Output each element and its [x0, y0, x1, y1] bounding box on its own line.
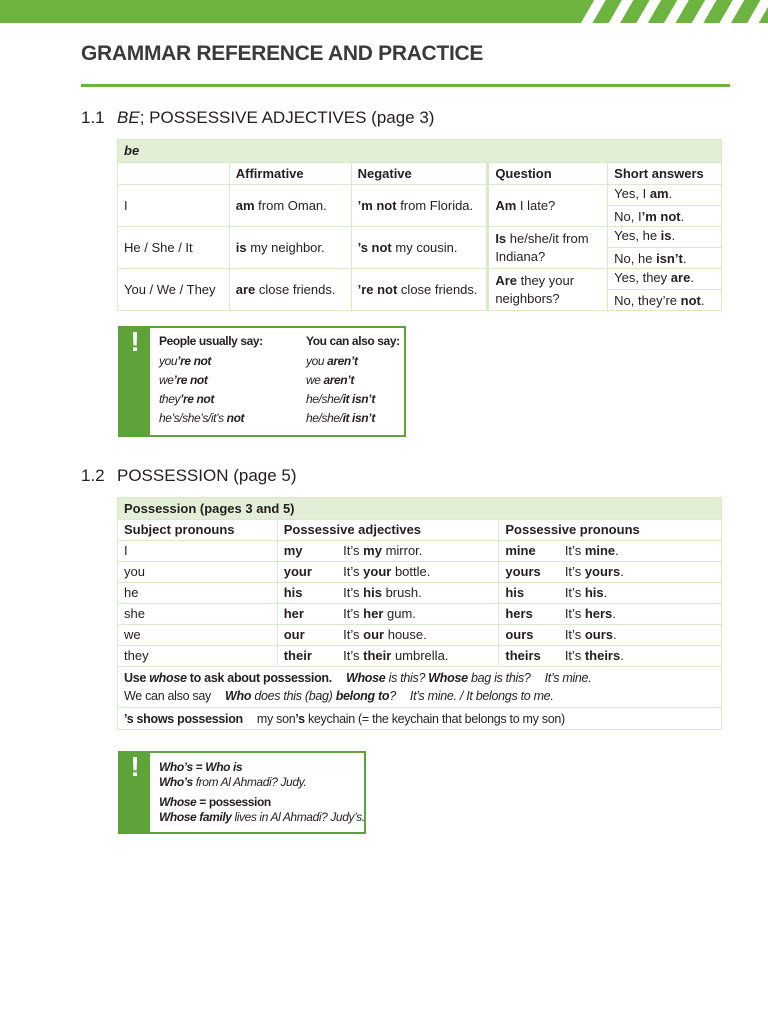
note-col1-heading: People usually say:	[159, 334, 263, 348]
example-cell: It’s their umbrella.	[337, 646, 499, 667]
possessive-adjective-cell: my	[277, 541, 337, 562]
exclamation-icon: !	[130, 326, 140, 357]
header-possessive-pronouns: Possessive pronouns	[499, 520, 722, 541]
note-item: they’re not	[159, 392, 214, 406]
table-row	[118, 562, 722, 583]
subject-cell: You / We / They	[118, 269, 230, 311]
header-question: Question	[488, 163, 608, 185]
example-cell: It’s ours.	[559, 625, 722, 646]
table-row	[118, 625, 722, 646]
note-item: he/she/it isn’t	[306, 411, 375, 425]
note-col2-heading: You can also say:	[306, 334, 400, 348]
possession-table	[117, 497, 722, 730]
possessive-adjective-cell: their	[277, 646, 337, 667]
example-cell: It’s my mirror.	[337, 541, 499, 562]
note-item: Who’s = Who is	[159, 760, 243, 774]
table-caption: be	[118, 140, 722, 163]
whose-line: Use whose to ask about possession. Whose is this? Whose bag is this? It’s mine.	[124, 671, 592, 685]
negative-cell: ’re not close friends.	[351, 269, 488, 311]
subject-pronoun-cell: she	[118, 604, 278, 625]
note-box-contractions	[118, 326, 406, 437]
subject-cell: I	[118, 185, 230, 227]
note-item: we aren’t	[306, 373, 354, 387]
note-item: he’s/she’s/it’s not	[159, 411, 245, 425]
affirmative-cell: am from Oman.	[229, 185, 351, 227]
whose-usage-cell	[118, 667, 722, 708]
possessive-pronoun-cell: yours	[499, 562, 559, 583]
example-cell: It’s his.	[559, 583, 722, 604]
possessive-pronoun-cell: mine	[499, 541, 559, 562]
section-title-italic: BE	[117, 108, 140, 127]
subject-pronoun-cell: you	[118, 562, 278, 583]
table-row	[118, 269, 722, 311]
table-row	[118, 227, 722, 269]
subject-cell: He / She / It	[118, 227, 230, 269]
possessive-adjective-cell: her	[277, 604, 337, 625]
possessive-adjective-cell: our	[277, 625, 337, 646]
question-cell: Is he/she/it from Indiana?	[488, 227, 608, 269]
possessive-pronoun-cell: hers	[499, 604, 559, 625]
example-cell: It’s theirs.	[559, 646, 722, 667]
note-item: Whose family lives in Al Ahmadi? Judy’s.	[159, 810, 365, 824]
table-row	[118, 646, 722, 667]
table-caption: Possession (pages 3 and 5)	[118, 498, 722, 520]
section-title: POSSESSION (page 5)	[117, 466, 297, 485]
note-item: Who’s from Al Ahmadi? Judy.	[159, 775, 307, 789]
title-rule	[81, 84, 730, 87]
note-item: you aren’t	[306, 354, 358, 368]
example-cell: It’s hers.	[559, 604, 722, 625]
note-item: you’re not	[159, 354, 212, 368]
example-cell: It’s her gum.	[337, 604, 499, 625]
header-negative: Negative	[351, 163, 488, 185]
table-row	[118, 185, 722, 227]
table-row	[118, 583, 722, 604]
note-bar	[120, 753, 150, 832]
page-title: GRAMMAR REFERENCE AND PRACTICE	[81, 42, 484, 65]
apostrophe-s-cell: ’s shows possession my son’s keychain (= the keychain that belongs to my son)	[118, 708, 722, 730]
example-cell: It’s our house.	[337, 625, 499, 646]
top-banner	[0, 0, 768, 23]
be-table	[117, 139, 722, 311]
example-cell: It’s yours.	[559, 562, 722, 583]
note-item: he/she/it isn’t	[306, 392, 375, 406]
possessive-adjective-cell: his	[277, 583, 337, 604]
negative-cell: ’m not from Florida.	[351, 185, 488, 227]
header-subject-pronouns: Subject pronouns	[118, 520, 278, 541]
section-number: 1.2	[81, 466, 105, 485]
header-possessive-adjectives: Possessive adjectives	[277, 520, 499, 541]
exclamation-icon: !	[130, 751, 140, 782]
affirmative-cell: is my neighbor.	[229, 227, 351, 269]
section-heading-1-2	[81, 466, 297, 486]
subject-pronoun-cell: he	[118, 583, 278, 604]
example-cell: It’s your bottle.	[337, 562, 499, 583]
section-heading-1-1	[81, 108, 434, 128]
question-cell: Am I late?	[488, 185, 608, 227]
negative-cell: ’s not my cousin.	[351, 227, 488, 269]
possessive-pronoun-cell: theirs	[499, 646, 559, 667]
header-affirmative: Affirmative	[229, 163, 351, 185]
possessive-pronoun-cell: his	[499, 583, 559, 604]
affirmative-cell: are close friends.	[229, 269, 351, 311]
short-answer-cell: Yes, they are. No, they’re not.	[608, 269, 722, 311]
note-bar	[120, 328, 150, 435]
note-item: Whose = possession	[159, 795, 271, 809]
who-line: We can also say Who does this (bag) belong to? It’s mine. / It belongs to me.	[124, 689, 554, 703]
question-cell: Are they your neighbors?	[488, 269, 608, 311]
short-answer-cell: Yes, I am. No, I’m not.	[608, 185, 722, 227]
section-number: 1.1	[81, 108, 105, 127]
subject-pronoun-cell: we	[118, 625, 278, 646]
short-answer-cell: Yes, he is. No, he isn’t.	[608, 227, 722, 269]
subject-pronoun-cell: they	[118, 646, 278, 667]
banner-stripes	[578, 0, 768, 23]
subject-pronoun-cell: I	[118, 541, 278, 562]
table-row	[118, 541, 722, 562]
example-cell: It’s mine.	[559, 541, 722, 562]
example-cell: It’s his brush.	[337, 583, 499, 604]
table-row	[118, 604, 722, 625]
header-short-answers: Short answers	[608, 163, 722, 185]
note-item: we’re not	[159, 373, 208, 387]
possessive-adjective-cell: your	[277, 562, 337, 583]
section-title: ; POSSESSIVE ADJECTIVES (page 3)	[139, 108, 435, 127]
possessive-pronoun-cell: ours	[499, 625, 559, 646]
header-empty	[118, 163, 230, 185]
note-box-whos-whose	[118, 751, 366, 834]
